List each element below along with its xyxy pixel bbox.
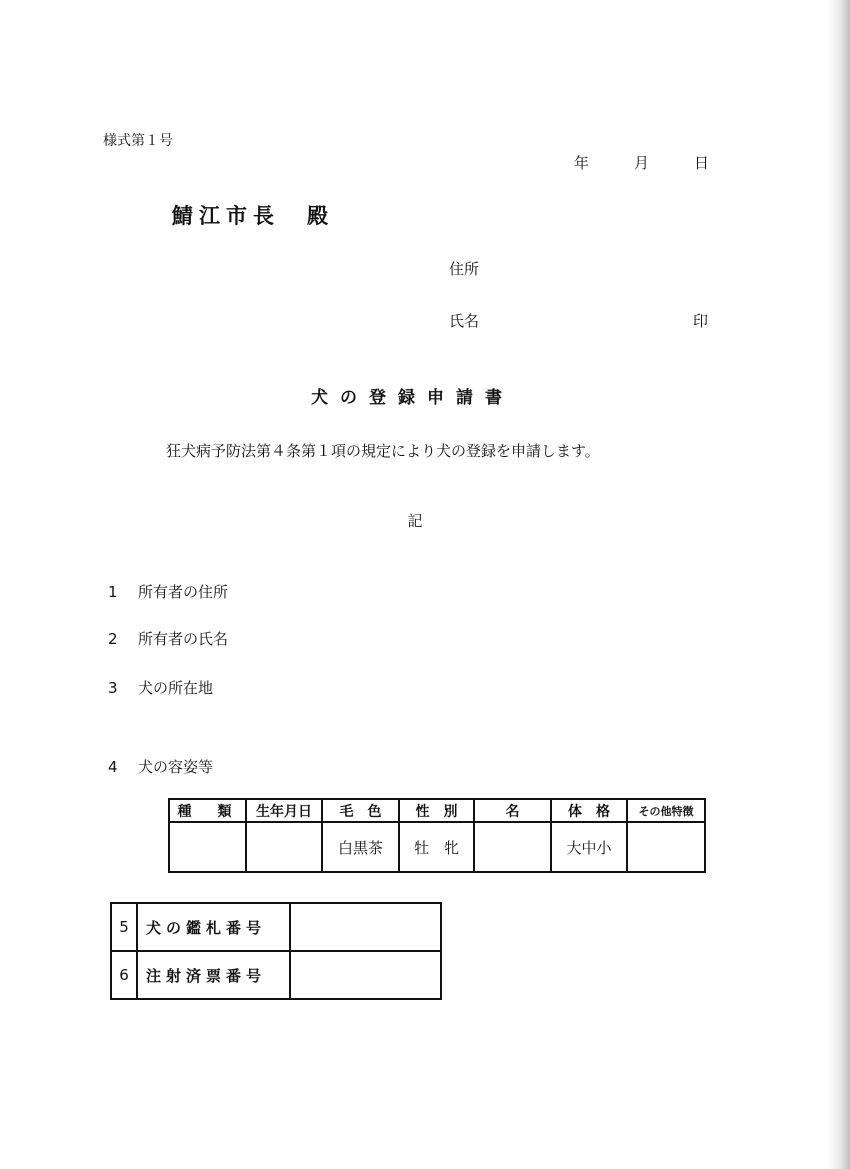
header-size: 体 格: [551, 799, 627, 822]
cell-size[interactable]: 大中小: [551, 822, 627, 872]
application-statement: 狂犬病予防法第４条第１項の規定により犬の登録を申請します。: [166, 442, 600, 460]
form-number: 様式第１号: [103, 133, 173, 149]
item-label: 所有者の住所: [138, 583, 229, 601]
item-number: 1: [108, 583, 118, 601]
header-birthdate: 生年月日: [246, 799, 322, 822]
seal-mark: 印: [693, 312, 709, 330]
header-sex: 性 別: [399, 799, 474, 822]
cell-birthdate[interactable]: [246, 822, 322, 872]
table-row: [111, 951, 441, 999]
date-year-label: 年: [574, 154, 590, 172]
document-title: 犬の登録申請書: [311, 388, 514, 408]
item-label: 犬の所在地: [138, 679, 214, 697]
cell-sex[interactable]: 牡 牝: [399, 822, 474, 872]
page-edge-shadow: [828, 0, 850, 1169]
item-number: 3: [108, 679, 118, 697]
date-day-label: 日: [694, 154, 710, 172]
cell-breed[interactable]: [169, 822, 246, 872]
table-row: [111, 903, 441, 951]
item-owner-address: [108, 581, 228, 602]
cell-name[interactable]: [474, 822, 551, 872]
table-row: [169, 822, 705, 872]
vaccination-tag-label: 注射済票番号: [137, 951, 290, 999]
cell-coat-color[interactable]: 白黒茶: [322, 822, 399, 872]
item-number: 5: [111, 903, 137, 951]
addressee: 鯖江市長 殿: [172, 204, 334, 228]
dog-appearance-table: [168, 798, 706, 873]
registration-table: [110, 902, 442, 1000]
header-breed: 種 類: [169, 799, 246, 822]
item-number: 6: [111, 951, 137, 999]
item-dog-location: [108, 677, 213, 698]
item-dog-appearance: [108, 756, 213, 777]
ki-heading: 記: [407, 512, 423, 530]
item-owner-name: [108, 628, 228, 649]
item-number: 4: [108, 758, 118, 776]
license-tag-field[interactable]: [290, 903, 441, 951]
table-header-row: [169, 799, 705, 822]
cell-other-features[interactable]: [627, 822, 705, 872]
vaccination-tag-field[interactable]: [290, 951, 441, 999]
address-label: 住所: [449, 260, 480, 278]
item-label: 所有者の氏名: [138, 630, 229, 648]
license-tag-label: 犬の鑑札番号: [137, 903, 290, 951]
item-label: 犬の容姿等: [138, 758, 214, 776]
header-coat-color: 毛 色: [322, 799, 399, 822]
header-other-features: その他特徴: [627, 799, 705, 822]
header-name: 名: [474, 799, 551, 822]
name-label: 氏名: [449, 312, 480, 330]
item-number: 2: [108, 630, 118, 648]
date-month-label: 月: [634, 154, 650, 172]
